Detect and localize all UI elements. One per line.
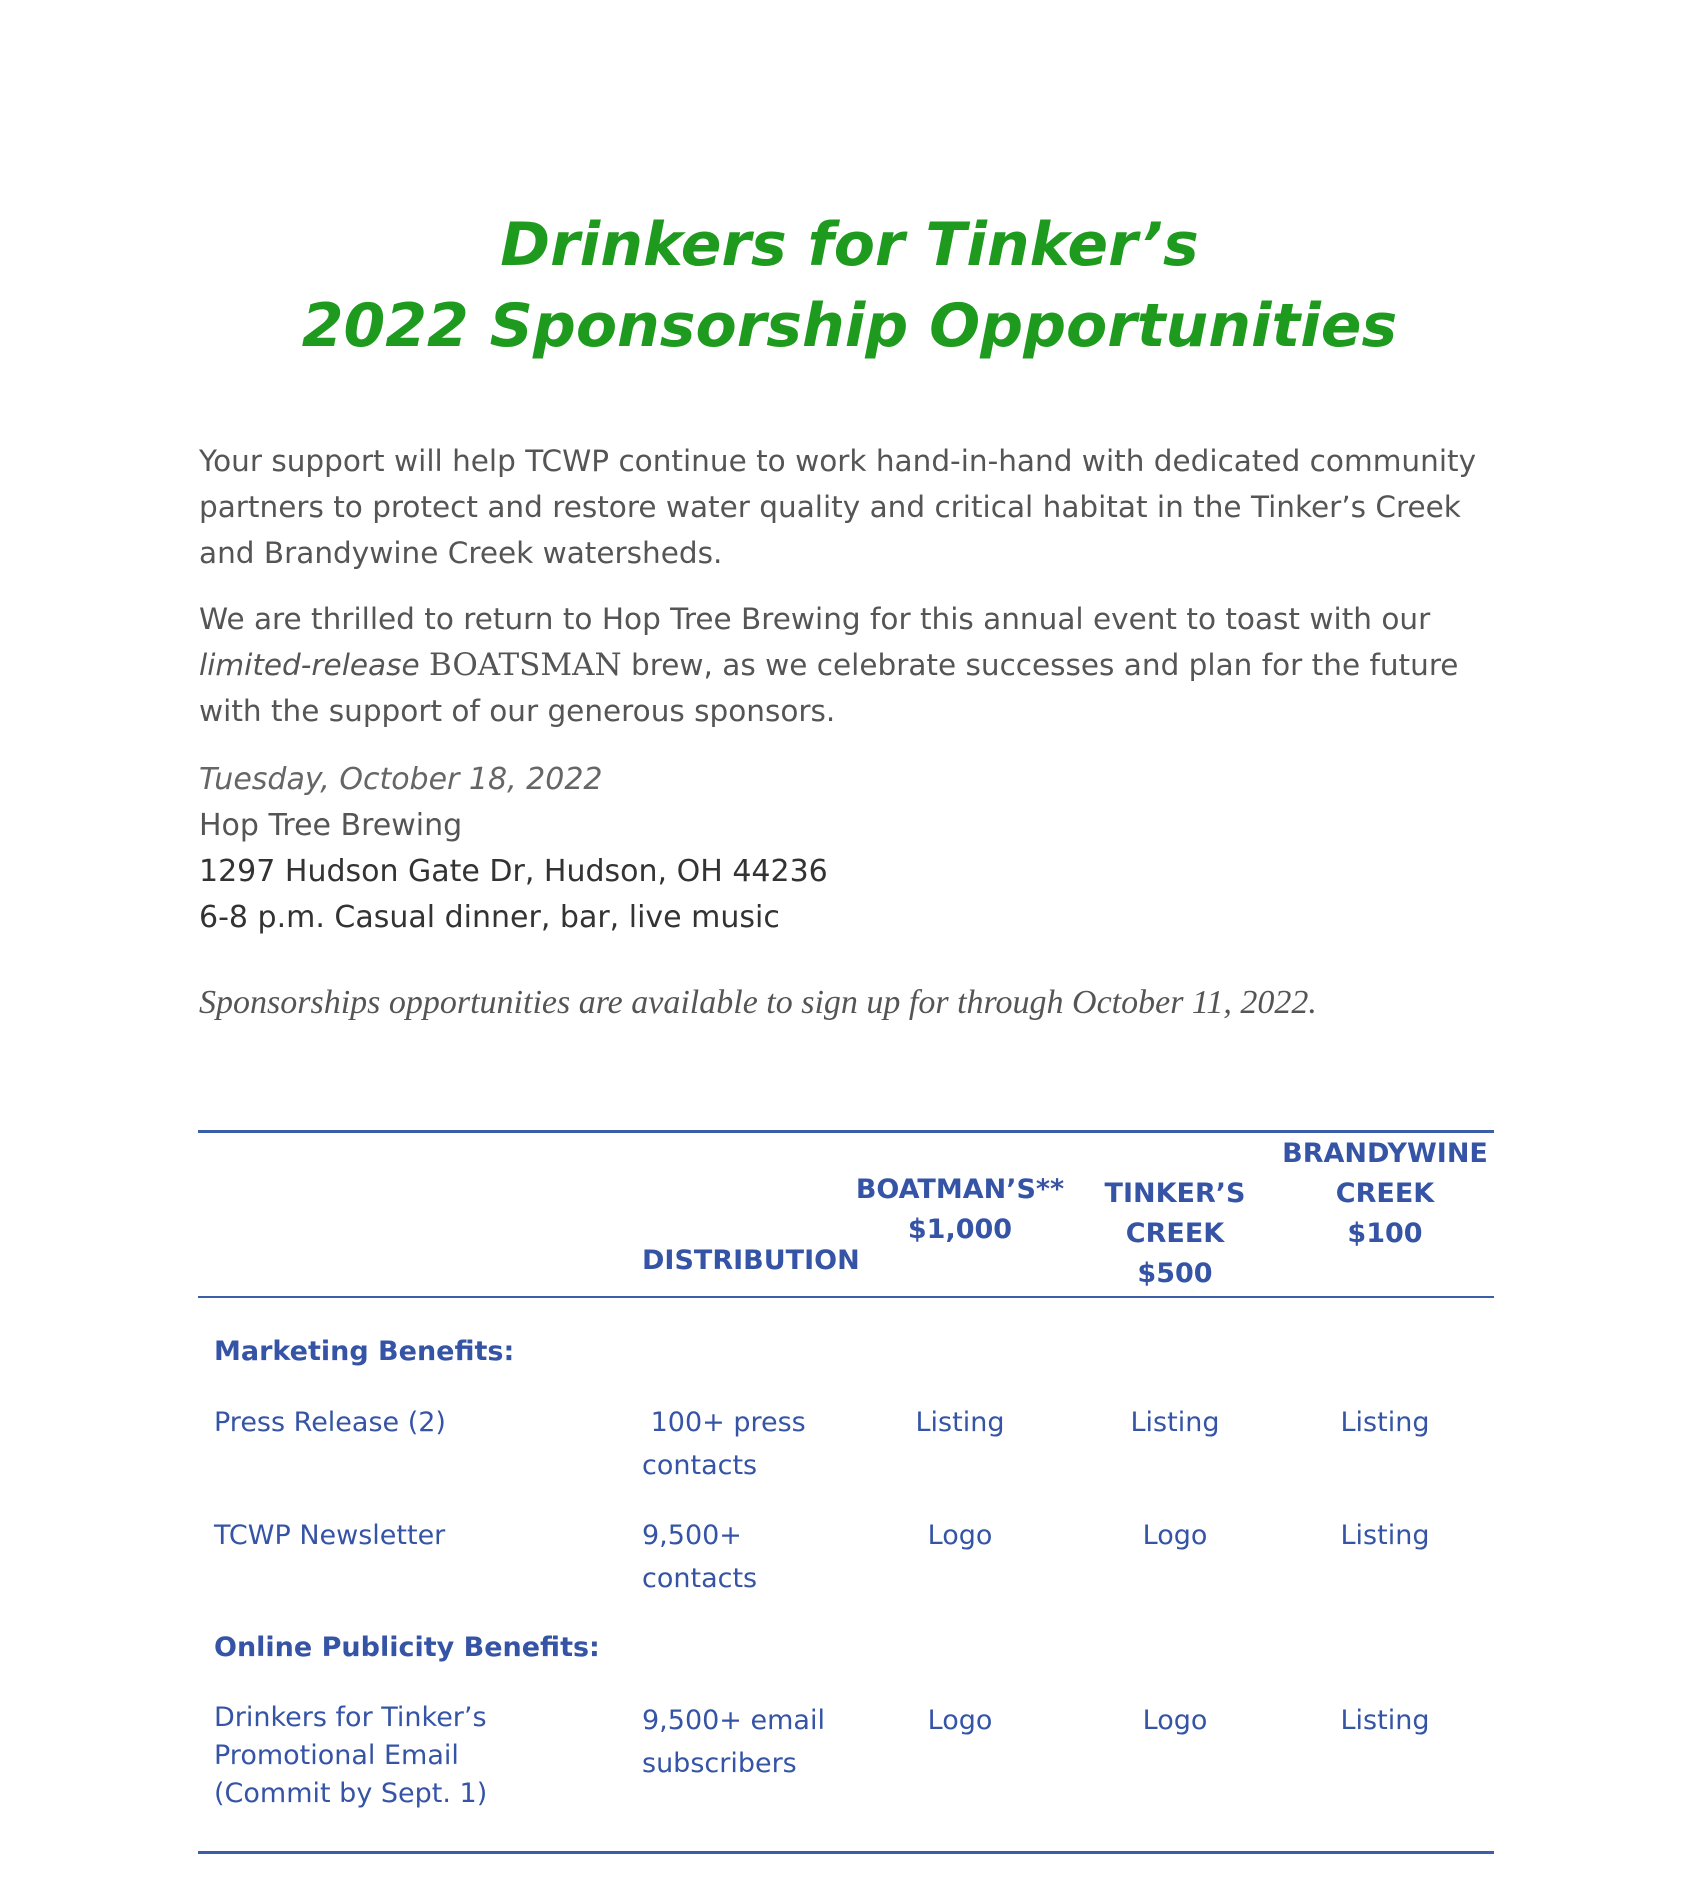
- event-date: Tuesday, October 18, 2022: [199, 762, 603, 797]
- table-row-promo-email-distribution: [642, 1699, 852, 1785]
- intro-paragraph-2-part-1: We are thrilled to return to Hop Tree Brewing for this annual event to toast with our: [199, 602, 1431, 636]
- promo-email-brandywine-value: Listing: [1340, 1705, 1430, 1736]
- press-release-brandywine-value: Listing: [1340, 1407, 1430, 1438]
- table-bottom-rule: [198, 1851, 1494, 1854]
- distribution-line-1: 100+ press: [642, 1407, 806, 1438]
- event-venue: Hop Tree Brewing: [199, 808, 463, 843]
- benefit-label: TCWP Newsletter: [214, 1520, 446, 1551]
- header-brandywine-name-2: CREEK: [1335, 1178, 1435, 1209]
- distribution-line-2: contacts: [642, 1563, 758, 1594]
- table-header-rule: [198, 1296, 1494, 1298]
- table-row-newsletter-benefit: [214, 1514, 634, 1557]
- signup-deadline: Sponsorships opportunities are available to sign up for through October 11, 2022.: [199, 984, 1317, 1021]
- promo-email-boatmans-value: Logo: [927, 1705, 993, 1736]
- intro-paragraph-1: Your support will help TCWP continue to work hand-in-hand with dedicated community partners to protect and restore water quality and critical habitat in the Tinker’s Creek and Brandywine Creek watersheds.: [199, 444, 1477, 570]
- section-title-marketing: Marketing Benefits:: [214, 1336, 515, 1367]
- header-distribution: DISTRIBUTION: [642, 1245, 860, 1276]
- newsletter-brandywine-value: Listing: [1340, 1520, 1430, 1551]
- benefit-line-2: Promotional Email: [214, 1740, 459, 1771]
- event-details: [199, 757, 1399, 941]
- limited-release-text: limited-release: [199, 648, 420, 682]
- header-boatmans: [845, 1170, 1075, 1250]
- boatsman-brand-text: BOATSMAN: [429, 647, 622, 683]
- intro-paragraph-2-part-2: brew, as we celebrate successes and plan for the future with the support of our generous sponsors.: [199, 648, 1459, 728]
- header-brandywine-price: $100: [1347, 1218, 1423, 1249]
- distribution-line-1: 9,500+ email: [642, 1705, 825, 1736]
- header-brandywine-creek: [1280, 1134, 1490, 1254]
- table-row-press-release-benefit: [214, 1401, 634, 1444]
- header-tinkers-creek: [1090, 1174, 1260, 1294]
- header-brandywine-name-1: BRANDYWINE: [1282, 1138, 1488, 1169]
- benefit-line-1: Drinkers for Tinker’s: [214, 1702, 487, 1733]
- table-row-promo-email-benefit: [214, 1699, 634, 1813]
- distribution-line-2: subscribers: [642, 1748, 797, 1779]
- header-boatmans-price: $1,000: [907, 1214, 1013, 1245]
- page-title-line-2: 2022 Sponsorship Opportunities: [301, 291, 1398, 361]
- benefit-line-3: (Commit by Sept. 1): [214, 1778, 488, 1809]
- newsletter-tinkers-value: Logo: [1142, 1520, 1208, 1551]
- section-title-online-publicity: Online Publicity Benefits:: [214, 1632, 600, 1663]
- page-title-line-1: Drinkers for Tinker’s: [500, 210, 1199, 280]
- header-boatmans-name: BOATMAN’S**: [855, 1174, 1065, 1205]
- header-tinkers-name-2: CREEK: [1125, 1218, 1225, 1249]
- header-tinkers-name-1: TINKER’S: [1104, 1178, 1246, 1209]
- press-release-boatmans-value: Listing: [915, 1407, 1005, 1438]
- intro-paragraph-2: [199, 596, 1499, 734]
- event-address: 1297 Hudson Gate Dr, Hudson, OH 44236: [199, 854, 828, 889]
- table-top-rule: [198, 1130, 1494, 1133]
- table-row-newsletter-distribution: [642, 1514, 852, 1600]
- distribution-line-2: contacts: [642, 1450, 758, 1481]
- table-row-press-release-distribution: [642, 1401, 852, 1487]
- event-time-details: 6-8 p.m. Casual dinner, bar, live music: [199, 900, 780, 935]
- distribution-line-1: 9,500+: [642, 1520, 742, 1551]
- benefit-label: Press Release (2): [214, 1407, 446, 1438]
- promo-email-tinkers-value: Logo: [1142, 1705, 1208, 1736]
- header-tinkers-price: $500: [1137, 1258, 1213, 1289]
- press-release-tinkers-value: Listing: [1130, 1407, 1220, 1438]
- newsletter-boatmans-value: Logo: [927, 1520, 993, 1551]
